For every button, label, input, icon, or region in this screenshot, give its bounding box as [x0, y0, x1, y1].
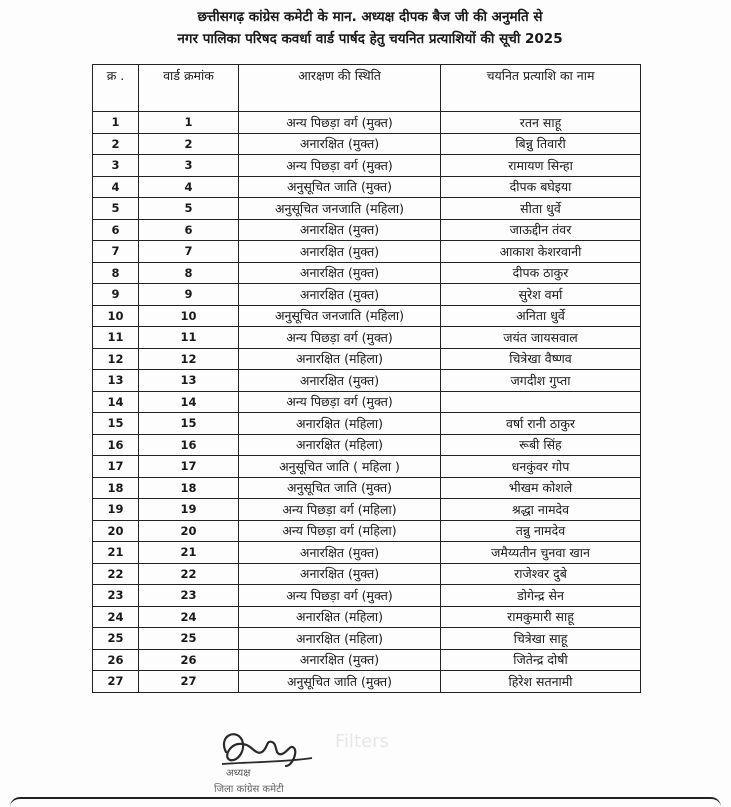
col-header-reservation: आरक्षण की स्थिति	[239, 65, 441, 112]
table-row	[93, 241, 641, 263]
cell-ward-number: 13	[139, 370, 239, 392]
table-row	[93, 112, 641, 134]
signature-designation: अध्यक्ष	[226, 768, 251, 779]
cell-ward-number: 12	[139, 348, 239, 370]
cell-candidate-name: धनकुंवर गोप	[441, 456, 641, 478]
cell-reservation: अन्य पिछड़ा वर्ग (मुक्त)	[239, 155, 441, 177]
table-row	[93, 413, 641, 435]
col-header-sn: क्र .	[93, 65, 139, 112]
cell-reservation: अन्य पिछड़ा वर्ग (महिला)	[239, 499, 441, 521]
cell-serial: 8	[93, 262, 139, 284]
cell-reservation: अनारक्षित (मुक्त)	[239, 370, 441, 392]
cell-serial: 2	[93, 133, 139, 155]
cell-serial: 23	[93, 585, 139, 607]
cell-reservation: अनारक्षित (महिला)	[239, 413, 441, 435]
cell-serial: 4	[93, 176, 139, 198]
cell-reservation: अनुसूचित जाति (मुक्त)	[239, 477, 441, 499]
cell-candidate-name	[441, 391, 641, 413]
cell-candidate-name: जाऊद्दीन तंवर	[441, 219, 641, 241]
cell-reservation: अनुसूचित जनजाति (महिला)	[239, 305, 441, 327]
cell-ward-number: 25	[139, 628, 239, 650]
cell-candidate-name: बिन्नु तिवारी	[441, 133, 641, 155]
cell-serial: 15	[93, 413, 139, 435]
cell-reservation: अनुसूचित जाति (मुक्त)	[239, 671, 441, 693]
table-row	[93, 628, 641, 650]
cell-candidate-name: जगदीश गुप्ता	[441, 370, 641, 392]
cell-serial: 16	[93, 434, 139, 456]
table-row	[93, 434, 641, 456]
table-row	[93, 671, 641, 693]
cell-ward-number: 2	[139, 133, 239, 155]
table-row	[93, 499, 641, 521]
cell-candidate-name: रामकुमारी साहू	[441, 606, 641, 628]
table-row	[93, 520, 641, 542]
cell-reservation: अनारक्षित (मुक्त)	[239, 542, 441, 564]
cell-ward-number: 16	[139, 434, 239, 456]
cell-ward-number: 24	[139, 606, 239, 628]
cell-serial: 21	[93, 542, 139, 564]
cell-ward-number: 18	[139, 477, 239, 499]
table-row	[93, 176, 641, 198]
cell-serial: 25	[93, 628, 139, 650]
cell-ward-number: 10	[139, 305, 239, 327]
cell-reservation: अनारक्षित (महिला)	[239, 348, 441, 370]
cell-serial: 27	[93, 671, 139, 693]
cell-ward-number: 4	[139, 176, 239, 198]
title-line-2: नगर पालिका परिषद कवर्धा वार्ड पार्षद हेतु चयनित प्रत्याशियों की सूची 2025	[177, 31, 563, 47]
cell-serial: 1	[93, 112, 139, 134]
cell-serial: 20	[93, 520, 139, 542]
cell-ward-number: 26	[139, 649, 239, 671]
cell-candidate-name: रतन साहू	[441, 112, 641, 134]
cell-ward-number: 14	[139, 391, 239, 413]
cell-ward-number: 7	[139, 241, 239, 263]
cell-candidate-name: तन्नु नामदेव	[441, 520, 641, 542]
cell-serial: 26	[93, 649, 139, 671]
cell-serial: 7	[93, 241, 139, 263]
cell-reservation: अनुसूचित जनजाति (महिला)	[239, 198, 441, 220]
cell-reservation: अन्य पिछड़ा वर्ग (मुक्त)	[239, 112, 441, 134]
cell-ward-number: 21	[139, 542, 239, 564]
cell-serial: 13	[93, 370, 139, 392]
cell-reservation: अन्य पिछड़ा वर्ग (महिला)	[239, 520, 441, 542]
bottom-panel-edge	[10, 797, 721, 807]
cell-serial: 3	[93, 155, 139, 177]
cell-reservation: अनारक्षित (महिला)	[239, 606, 441, 628]
cell-ward-number: 3	[139, 155, 239, 177]
cell-ward-number: 22	[139, 563, 239, 585]
table-row	[93, 155, 641, 177]
col-header-ward: वार्ड क्रमांक	[139, 65, 239, 112]
cell-serial: 19	[93, 499, 139, 521]
table-row	[93, 391, 641, 413]
cell-candidate-name: रामायण सिन्हा	[441, 155, 641, 177]
cell-serial: 17	[93, 456, 139, 478]
cell-ward-number: 23	[139, 585, 239, 607]
signature-organization: जिला कांग्रेस कमेटी	[214, 784, 284, 795]
cell-reservation: अनारक्षित (मुक्त)	[239, 219, 441, 241]
table-row	[93, 585, 641, 607]
cell-candidate-name: वर्षा रानी ठाकुर	[441, 413, 641, 435]
cell-ward-number: 1	[139, 112, 239, 134]
cell-reservation: अनारक्षित (मुक्त)	[239, 284, 441, 306]
cell-reservation: अन्य पिछड़ा वर्ग (मुक्त)	[239, 585, 441, 607]
table-row	[93, 649, 641, 671]
cell-candidate-name: जमैय्यतीन चुनवा खान	[441, 542, 641, 564]
cell-candidate-name: राजेश्वर दुबे	[441, 563, 641, 585]
cell-candidate-name: दीपक बघेइया	[441, 176, 641, 198]
cell-candidate-name: आकाश केशरवानी	[441, 241, 641, 263]
cell-serial: 9	[93, 284, 139, 306]
cell-serial: 5	[93, 198, 139, 220]
cell-ward-number: 5	[139, 198, 239, 220]
cell-reservation: अन्य पिछड़ा वर्ग (मुक्त)	[239, 327, 441, 349]
cell-candidate-name: चित्रेखा वैष्णव	[441, 348, 641, 370]
cell-reservation: अनारक्षित (मुक्त)	[239, 649, 441, 671]
cell-candidate-name: चित्रेखा साहू	[441, 628, 641, 650]
table-row	[93, 284, 641, 306]
table-row	[93, 348, 641, 370]
cell-candidate-name: हिरेश सतनामी	[441, 671, 641, 693]
table-row	[93, 456, 641, 478]
cell-reservation: अनारक्षित (मुक्त)	[239, 563, 441, 585]
cell-candidate-name: भीखम कोशले	[441, 477, 641, 499]
document-title	[90, 6, 650, 50]
cell-ward-number: 6	[139, 219, 239, 241]
cell-candidate-name: जयंत जायसवाल	[441, 327, 641, 349]
cell-candidate-name: श्रद्धा नामदेव	[441, 499, 641, 521]
cell-candidate-name: डोगेन्द्र सेन	[441, 585, 641, 607]
cell-candidate-name: दीपक ठाकुर	[441, 262, 641, 284]
cell-candidate-name: जितेन्द्र दोषी	[441, 649, 641, 671]
cell-serial: 24	[93, 606, 139, 628]
table-row	[93, 370, 641, 392]
filters-overlay-label[interactable]: Filters	[335, 731, 389, 752]
table-row	[93, 606, 641, 628]
cell-serial: 11	[93, 327, 139, 349]
title-line-1: छत्तीसगढ़ कांग्रेस कमेटी के मान. अध्यक्ष दीपक बैज जी की अनुमति से	[197, 9, 543, 25]
table-row	[93, 477, 641, 499]
cell-ward-number: 15	[139, 413, 239, 435]
cell-candidate-name: रूबी सिंह	[441, 434, 641, 456]
cell-serial: 6	[93, 219, 139, 241]
cell-serial: 12	[93, 348, 139, 370]
cell-ward-number: 9	[139, 284, 239, 306]
cell-candidate-name: अनिता धुर्वे	[441, 305, 641, 327]
cell-reservation: अनारक्षित (मुक्त)	[239, 241, 441, 263]
cell-ward-number: 8	[139, 262, 239, 284]
table-row	[93, 133, 641, 155]
cell-reservation: अनुसूचित जाति (मुक्त)	[239, 176, 441, 198]
cell-reservation: अनारक्षित (मुक्त)	[239, 262, 441, 284]
table-row	[93, 327, 641, 349]
table-header-row	[93, 65, 641, 112]
cell-serial: 10	[93, 305, 139, 327]
cell-reservation: अनारक्षित (मुक्त)	[239, 133, 441, 155]
table-row	[93, 542, 641, 564]
cell-serial: 14	[93, 391, 139, 413]
cell-ward-number: 20	[139, 520, 239, 542]
cell-candidate-name: सुरेश वर्मा	[441, 284, 641, 306]
cell-reservation: अनारक्षित (महिला)	[239, 628, 441, 650]
col-header-name: चयनित प्रत्याशि का नाम	[441, 65, 641, 112]
candidate-table	[92, 64, 641, 693]
table-body	[93, 112, 641, 693]
cell-serial: 18	[93, 477, 139, 499]
cell-ward-number: 11	[139, 327, 239, 349]
cell-reservation: अनुसूचित जाति ( महिला )	[239, 456, 441, 478]
cell-reservation: अन्य पिछड़ा वर्ग (मुक्त)	[239, 391, 441, 413]
table-row	[93, 198, 641, 220]
table-row	[93, 219, 641, 241]
cell-ward-number: 19	[139, 499, 239, 521]
table-row	[93, 262, 641, 284]
table-row	[93, 305, 641, 327]
cell-reservation: अनारक्षित (महिला)	[239, 434, 441, 456]
cell-ward-number: 27	[139, 671, 239, 693]
cell-candidate-name: सीता धुर्वे	[441, 198, 641, 220]
cell-serial: 22	[93, 563, 139, 585]
cell-ward-number: 17	[139, 456, 239, 478]
table-row	[93, 563, 641, 585]
